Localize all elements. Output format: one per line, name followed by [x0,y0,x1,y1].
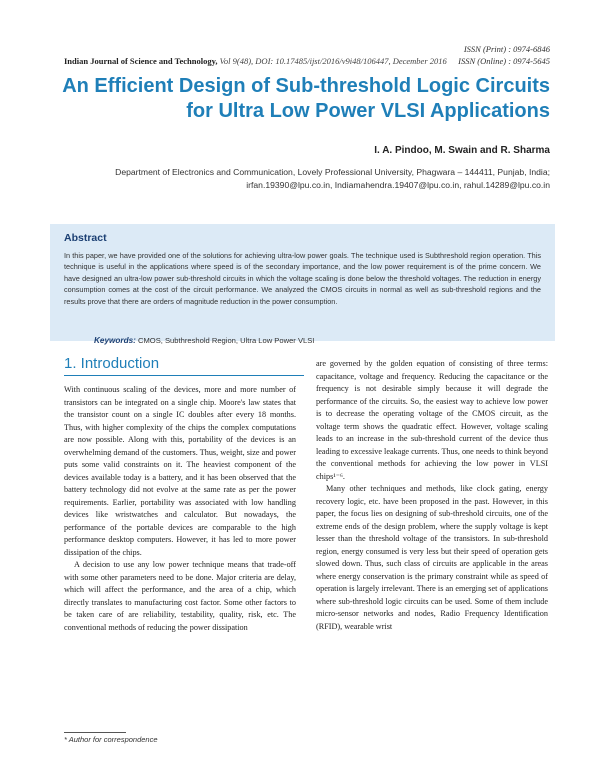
right-column [316,358,548,633]
left-column [64,384,296,634]
affiliation: Department of Electronics and Communication, Lovely Professional University, Phagwara – 144411, Punjab, India; irfan.19390@lpu.co.in, Indiamahendra.19407@lpu.co.in, rahul.14289@lpu.co.in [115,167,550,190]
keywords-text: CMOS, Subthreshold Region, Ultra Low Power VLSI [137,336,315,345]
journal-name: Indian Journal of Science and Technology, [64,56,218,66]
journal-citation [64,56,447,66]
issn-print: ISSN (Print) : 0974-6846 [463,44,550,54]
keywords [94,336,314,345]
section-rule [64,375,304,376]
paragraph: Many other techniques and methods, like clock gating, energy recovery logic, etc. have been proposed in the past. However, in this paper, the focus lies on designing of sub-threshold circuits, one of the extreme ends of the design problem, where the supply voltage is kept lesser than the threshold voltage of the transistors. In sub-threshold region, energy consumed is very less but their speed of operation gets slowed down. Thus, such class of circuits are applicable in the areas where energy conservation is the primary constraint while as speed of operation is largely irrelevant. There is an emerging set of applications where sub-threshold logic circuits can be used. Some of them include micro-sensor networks and nodes, Radio Frequency Identification (RFID), wearable wrist [316,484,548,631]
footnote-rule [64,732,126,733]
abstract-box [50,224,555,341]
paragraph: are governed by the golden equation of consisting of three terms: capacitance, voltage and frequency. Reducing the capacitance or the frequency is not desirable simply because it will degrade the performance of the circuits. So, the easiest way to achieve low power is to decrease the operating voltage of the CMOS circuit, as the voltage term shows the quadratic effect. However, voltage scaling leads to an increase in the sub-threshold current of the device thus leading to excessive leakage currents. Thus, one needs to think beyond the conventional methods for achieving the low power in VLSI chips¹⁻⁶. [316,359,548,481]
keywords-label: Keywords: [94,336,136,345]
paragraph: A decision to use any low power technique means that trade-off with some other parameters need to be done. Major criteria are delay, which will affect the performance, and the area of a chip, which directly translates to manufacturing cost factor. Some other factors to be taken care of are reliability, testability, quality, risk, etc. The conventional methods of reducing the power dissipation [64,560,296,632]
footnote: * Author for correspondence [64,735,158,744]
abstract-heading: Abstract [64,232,107,244]
section-heading: 1. Introduction [64,355,160,372]
paper-title: An Efficient Design of Sub-threshold Logic Circuits for Ultra Low Power VLSI Applications [62,75,550,122]
abstract-text: In this paper, we have provided one of the solutions for achieving ultra-low power goals. The technique used is Subthreshold region operation. This technique is useful in the applications where speed is of the secondary importance, and the low power requirement is of the prime concern. We have designed an ultra-low power sub-threshold circuits in which the voltage scaling is done below the threshold voltages. The reduction in energy consumption comes at the cost of the circuit performance. We analyzed the CMOS circuits in normal as well as sub-threshold regions and the results prove that there are orders of magnitude reduction in the power consumption. [64,251,541,306]
paragraph: With continuous scaling of the devices, more and more number of transistors can be integrated on a single chip. Moore's law states that the transistor count on a single IC doubles after every 18 months. Thus, with higher complexity of the chips the complex computations are now possible. Along with this, portability of the devices is an overwhelming demand of the customers. Thus, weight, size and power puts some valid constraints on it. The heaviest component of the devices available today is a battery, and it has been observed that the battery technology did not evolve at the same rate as per the power requirements. Earlier, portability was associated with low handling devices like wristwatches and calculator. But nowadays, the performance of the portable devices are comparable to the high performance desktop computers. However, it has led to more power dissipation of the chips. [64,385,296,557]
issn-online: ISSN (Online) : 0974-5645 [458,56,550,66]
authors: I. A. Pindoo, M. Swain and R. Sharma [374,145,550,156]
journal-meta: Vol 9(48), DOI: 10.17485/ijst/2016/v9i48/106447, December 2016 [219,56,447,66]
